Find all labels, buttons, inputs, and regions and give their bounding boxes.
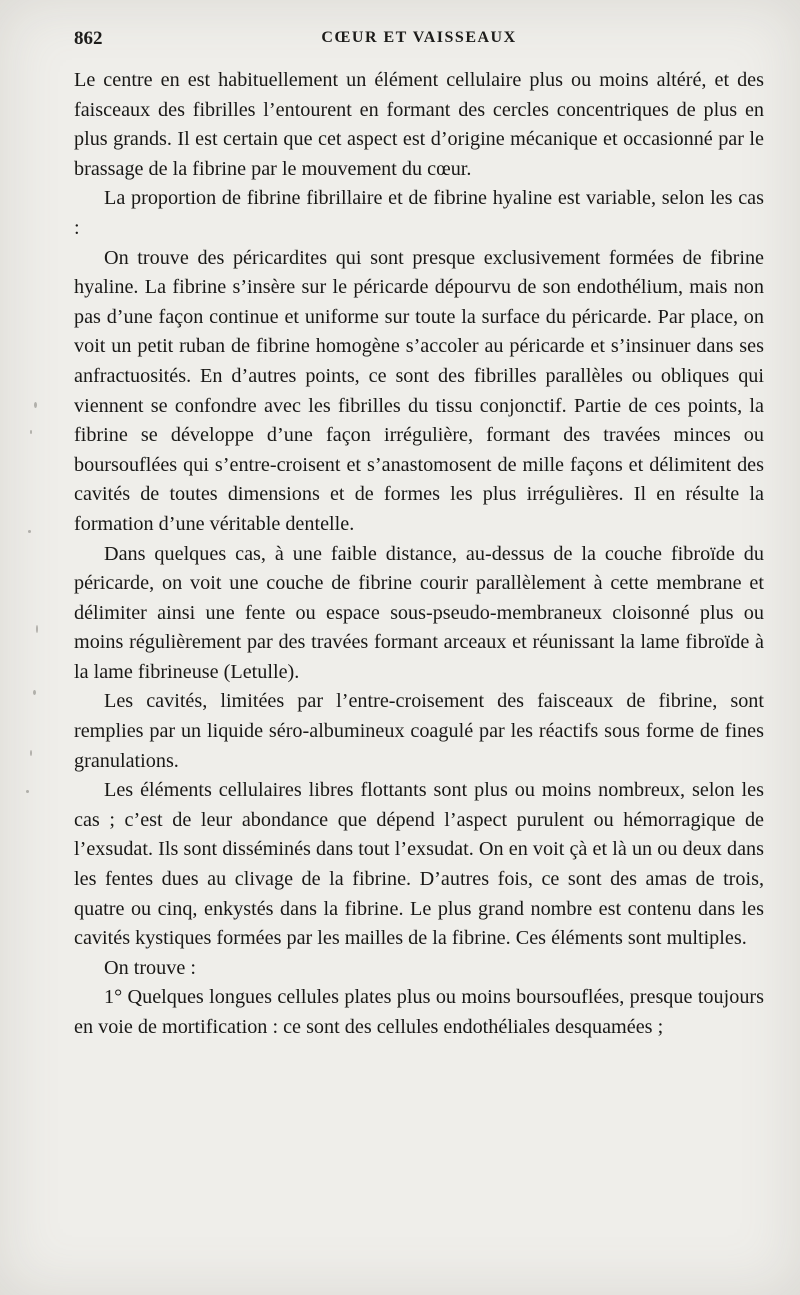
scan-speck [30, 430, 32, 434]
running-title: CŒUR ET VAISSEAUX [321, 29, 517, 46]
paragraph-3: On trouve des péricardites qui sont presque exclusivement formées de fibrine hyaline. La fibrine s’insère sur le péricarde dépourvu de son endothélium, mais non pas d’une façon continue et uniforme sur toute la surface du péricarde. Par place, on voit un petit ruban de fibrine homogène s’accoler au péricarde et s’insinuer dans ses anfractuosités. En d’autres points, ce sont des fibrilles parallèles ou obliques qui viennent se confondre avec les fibrilles du tissu conjonctif. Partie de ces points, la fibrine se développe d’une façon irrégulière, formant des travées minces ou boursouflées qui s’entre-croisent et s’anastomosent de mille façons et délimitent des cavités de toutes dimensions et de formes les plus irrégulières. Il en résulte la formation d’une véritable dentelle. [74, 246, 764, 535]
paragraph-1: Le centre en est habituellement un élément cellulaire plus ou moins altéré, et des faisceaux des fibrilles l’entourent en formant des cercles concentriques de plus en plus grands. Il est certain que cet aspect est d’origine mécanique et occasionné par le brassage de la fibrine par le mouvement du cœur. [74, 69, 764, 180]
list-item-1: 1° Quelques longues cellules plates plus ou moins boursouflées, presque toujours en voie de mortification : ce sont des cellules endothéliales desquamées ; [74, 986, 764, 1038]
paragraph-6: Les éléments cellulaires libres flottants sont plus ou moins nombreux, selon les cas ; c’est de leur abondance que dépend l’aspect purulent ou hémorragique de l’exsudat. Ils sont disséminés dans tout l’exsudat. On en voit çà et là un ou deux dans les fentes dues au clivage de la fibrine. D’autres fois, ce sont des amas de trois, quatre ou cinq, enkystés dans la fibrine. Le plus grand nombre est contenu dans les cavités kystiques formées par les mailles de la fibrine. Ces éléments sont multiples. [74, 779, 764, 950]
scan-speck [30, 750, 32, 756]
page-header [74, 28, 764, 56]
scan-speck [36, 625, 38, 633]
paragraph-7: On trouve : [104, 956, 196, 979]
paragraph-5: Les cavités, limitées par l’entre-croisement des faisceaux de fibrine, sont remplies par un liquide séro-albumineux coagulé par les réactifs sous forme de fines granulations. [74, 690, 764, 772]
scan-speck [34, 402, 37, 408]
scan-speck [26, 790, 29, 793]
paragraph-2: La proportion de fibrine fibrillaire et de fibrine hyaline est variable, selon les cas : [74, 187, 764, 239]
body-text [74, 66, 764, 1043]
scan-speck [33, 690, 36, 695]
page-number: 862 [74, 28, 103, 49]
paragraph-4: Dans quelques cas, à une faible distance, au-dessus de la couche fibroïde du péricarde, on voit une couche de fibrine courir parallèlement à cette membrane et délimiter ainsi une fente ou espace sous-pseudo-membraneux cloisonné plus ou moins régulièrement par des travées formant arceaux et réunissant la lame fibroïde à la lame fibrineuse (Letulle). [74, 542, 764, 683]
scan-speck [28, 530, 31, 533]
